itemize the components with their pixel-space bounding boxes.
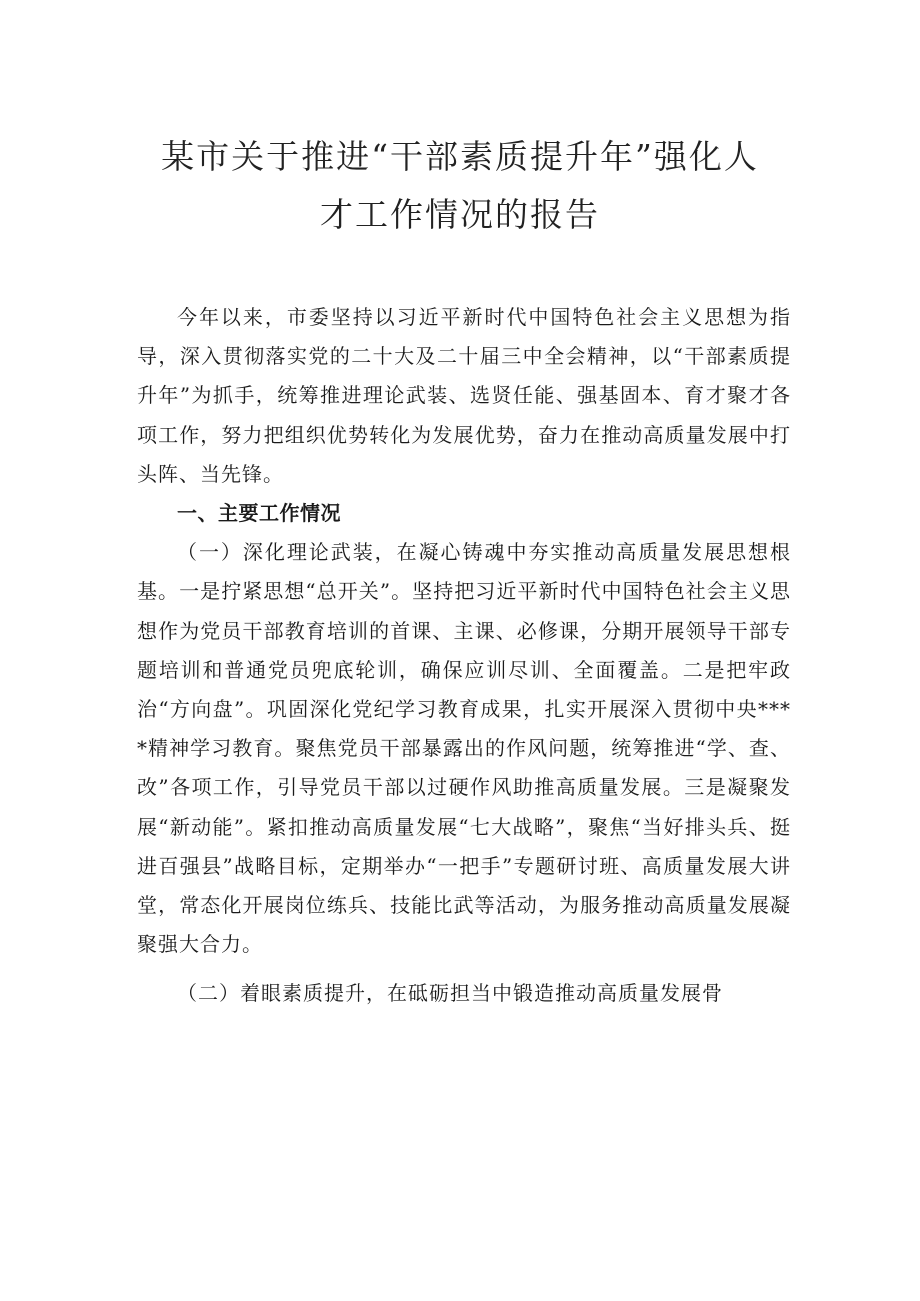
document-body [137,298,791,1014]
intro-paragraph: 今年以来，市委坚持以习近平新时代中国特色社会主义思想为指导，深入贯彻落实党的二十大及二十届三中全会精神，以“干部素质提升年”为抓手，统筹推进理论武装、选贤任能、强基固本、育才聚才各项工作，努力把组织优势转化为发展优势，奋力在推动高质量发展中打头阵、当先锋。 [137,305,791,486]
title-line-1: 某市关于推进“干部素质提升年”强化人 [161,137,759,176]
section-heading-1: 一、主要工作情况 [177,501,341,526]
document-title [120,128,800,244]
title-line-2: 才工作情况的报告 [320,195,600,234]
subsection-1-paragraph: （一）深化理论武装，在凝心铸魂中夯实推动高质量发展思想根基。一是拧紧思想“总开关”。坚持把习近平新时代中国特色社会主义思想作为党员干部教育培训的首课、主课、必修课，分期开展领导干部专题培训和普通党员兜底轮训，确保应训尽训、全面覆盖。二是把牢政治“方向盘”。巩固深化党纪学习教育成果，扎实开展深入贯彻中央****精神学习教育。聚焦党员干部暴露出的作风问题，统筹推进“学、查、改”各项工作，引导党员干部以过硬作风助推高质量发展。三是凝聚发展“新动能”。紧扣推动高质量发展“七大战略”，聚焦“当好排头兵、挺进百强县”战略目标，定期举办“一把手”专题研讨班、高质量发展大讲堂，常态化开展岗位练兵、技能比武等活动，为服务推动高质量发展凝聚强大合力。 [137,540,791,957]
subsection-2-paragraph: （二）着眼素质提升，在砥砺担当中锻造推动高质量发展骨 [177,981,723,1006]
